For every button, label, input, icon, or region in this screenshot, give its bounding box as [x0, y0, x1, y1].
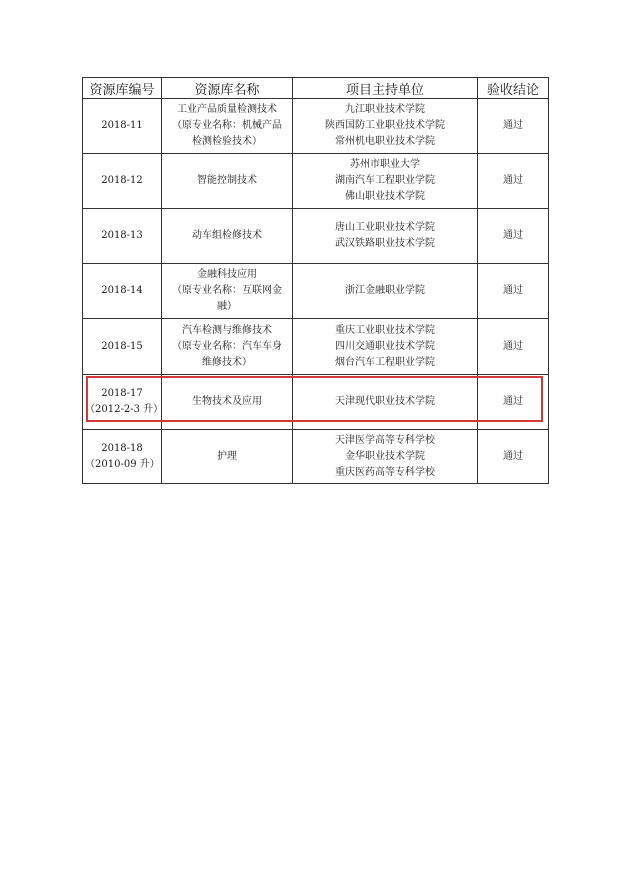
cell-id: 2018-14 [83, 264, 162, 319]
cell-id: 2018-15 [83, 319, 162, 375]
table-row [83, 154, 549, 209]
cell-host: 天津现代职业技术学院 [293, 375, 478, 430]
cell-result: 通过 [478, 209, 549, 264]
cell-id: 2018-17 （2012-2-3 升） [83, 375, 162, 430]
cell-host: 唐山工业职业技术学院 武汉铁路职业技术学院 [293, 209, 478, 264]
cell-result: 通过 [478, 264, 549, 319]
table-header-row [83, 78, 549, 99]
cell-host: 重庆工业职业技术学院 四川交通职业技术学院 烟台汽车工程职业学院 [293, 319, 478, 375]
table-row [83, 430, 549, 484]
table-row-highlighted [83, 375, 549, 430]
cell-name: 汽车检测与维修技术 （原专业名称：汽车车身 维修技术） [162, 319, 293, 375]
table-row [83, 264, 549, 319]
cell-id: 2018-11 [83, 99, 162, 154]
cell-host: 九江职业技术学院 陕西国防工业职业技术学院 常州机电职业技术学院 [293, 99, 478, 154]
cell-name: 工业产品质量检测技术 （原专业名称：机械产品 检测检验技术） [162, 99, 293, 154]
cell-host: 天津医学高等专科学校 金华职业技术学院 重庆医药高等专科学校 [293, 430, 478, 484]
header-name: 资源库名称 [162, 78, 293, 99]
cell-name: 护理 [162, 430, 293, 484]
table-row [83, 209, 549, 264]
cell-result: 通过 [478, 99, 549, 154]
cell-name: 动车组检修技术 [162, 209, 293, 264]
cell-result: 通过 [478, 319, 549, 375]
cell-name: 金融科技应用 （原专业名称：互联网金 融） [162, 264, 293, 319]
cell-result: 通过 [478, 154, 549, 209]
cell-result: 通过 [478, 430, 549, 484]
cell-result: 通过 [478, 375, 549, 430]
cell-host: 浙江金融职业学院 [293, 264, 478, 319]
cell-host: 苏州市职业大学 湖南汽车工程职业学院 佛山职业技术学院 [293, 154, 478, 209]
cell-name: 智能控制技术 [162, 154, 293, 209]
table-row [83, 99, 549, 154]
cell-id: 2018-12 [83, 154, 162, 209]
cell-id: 2018-18 （2010-09 升） [83, 430, 162, 484]
cell-name: 生物技术及应用 [162, 375, 293, 430]
header-result: 验收结论 [478, 78, 549, 99]
header-host: 项目主持单位 [293, 78, 478, 99]
table-row [83, 319, 549, 375]
resource-library-table [82, 77, 549, 484]
cell-id: 2018-13 [83, 209, 162, 264]
header-id: 资源库编号 [83, 78, 162, 99]
